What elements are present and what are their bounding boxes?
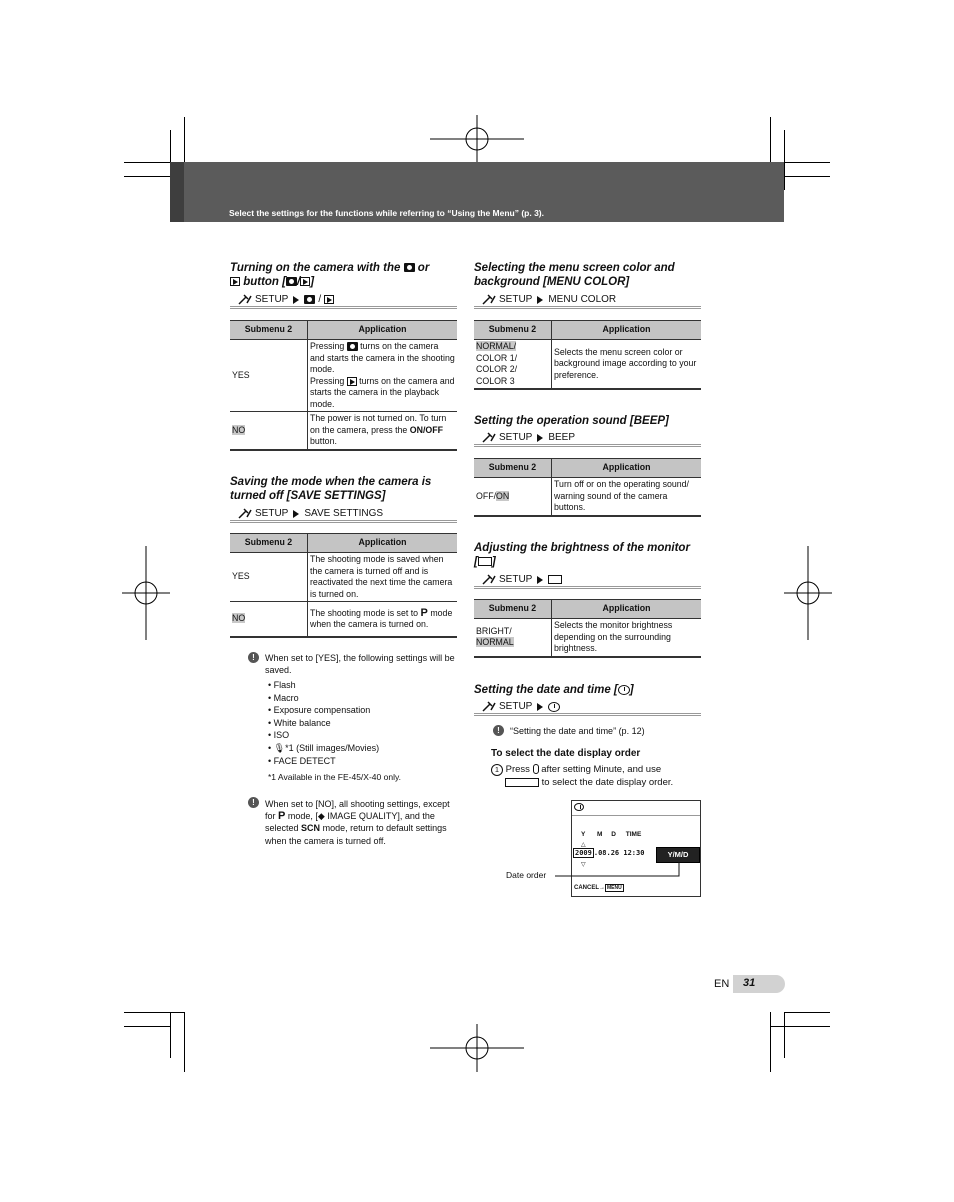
footnote: *1 Available in the FE-45/X-40 only.: [268, 772, 401, 782]
playback-icon: [300, 277, 310, 286]
col-header: Application: [552, 600, 702, 619]
text: button.: [310, 436, 337, 446]
text: Pressing: [310, 375, 345, 386]
section-title-beep: [474, 414, 669, 428]
cancel-label: CANCEL: [574, 885, 599, 891]
arrow-icon: [537, 434, 543, 442]
title-text: background [MENU COLOR]: [474, 276, 630, 288]
title-text: ]: [629, 684, 634, 696]
table-brightness: [474, 599, 701, 658]
list-item-text: *1 (Still images/Movies): [285, 742, 380, 753]
divider: [474, 306, 701, 309]
note-text: [265, 798, 460, 847]
page-number: 31: [743, 977, 756, 989]
label: TIME: [625, 831, 642, 838]
option: BRIGHT/: [476, 625, 512, 636]
playback-icon: [324, 295, 334, 304]
crop-mark: [124, 1012, 184, 1013]
up-arrow-icon: △: [581, 842, 586, 848]
p-mode-label: P: [278, 810, 286, 823]
text: IMAGE QUALITY], and the selected: [265, 811, 435, 834]
label: M: [597, 831, 603, 838]
lcd-title-bar: [572, 801, 700, 816]
list-item: • Exposure compensation: [268, 704, 379, 717]
default-value: NORMAL/: [476, 341, 517, 351]
breadcrumb-item: MENU COLOR: [548, 294, 617, 305]
arrow-icon: [293, 296, 299, 304]
table-beep: [474, 458, 701, 517]
text: The power is not turned on. To turn on the camera, press the: [310, 413, 447, 435]
default-value: NO: [232, 424, 246, 435]
setup-tool-icon: [238, 294, 252, 305]
divider: [474, 713, 701, 716]
monitor-brightness-icon: [548, 575, 562, 584]
lcd-screen: [571, 800, 701, 897]
divider: [474, 444, 701, 447]
arrow-icon: [537, 296, 543, 304]
table-save-settings: [230, 533, 457, 638]
list-item: • ISO: [268, 729, 379, 742]
arrow-icon: [293, 510, 299, 518]
text: mode, return to default settings when the camera is turned off.: [265, 823, 447, 846]
callout-label: Date order: [506, 870, 547, 880]
section-title-menu-color: [474, 261, 704, 289]
camera-icon: [404, 263, 415, 272]
table-row: [230, 553, 457, 602]
setup-tool-icon: [482, 574, 496, 585]
arrow-icon: [537, 703, 543, 711]
col-header: Application: [308, 321, 458, 340]
text: to select the date display order.: [541, 777, 674, 788]
breadcrumb-setup: SETUP: [499, 294, 533, 305]
date-order-value: Y/M/D: [667, 850, 689, 859]
text: The shooting mode is set to: [310, 607, 419, 618]
col-header: Submenu 2: [230, 321, 308, 340]
title-text: Setting the operation sound [BEEP]: [474, 415, 669, 427]
note-icon: !: [248, 797, 259, 808]
cell-options: [474, 340, 552, 390]
breadcrumb-item: SAVE SETTINGS: [304, 508, 384, 519]
table-row: [230, 412, 457, 450]
registration-mark-top: [430, 115, 524, 163]
crop-mark: [184, 1012, 185, 1072]
table-row: [474, 619, 701, 657]
setup-tool-icon: [482, 432, 496, 443]
camera-icon: [304, 295, 315, 304]
note-text: “Setting the date and time” (p. 12): [510, 726, 645, 736]
down-arrow-icon: ▽: [581, 862, 586, 868]
list-item: • White balance: [268, 717, 379, 730]
p-mode-label: P: [420, 606, 428, 619]
scn-mode-label: SCN: [301, 823, 321, 834]
subheading: To select the date display order: [491, 748, 641, 759]
list-item: • Macro: [268, 692, 379, 705]
default-value: ON: [496, 490, 510, 501]
cell-app: Turn off or on the operating sound/ warning sound of the camera buttons.: [552, 478, 702, 516]
crop-mark: [124, 1026, 170, 1027]
col-header: Application: [552, 459, 702, 478]
breadcrumb-item: BEEP: [548, 432, 576, 443]
title-text: button [: [243, 276, 286, 288]
lcd-date-row: [573, 849, 644, 857]
header-accent: [170, 162, 184, 222]
title-text: or: [417, 262, 430, 274]
setup-tool-icon: [482, 294, 496, 305]
crop-mark: [124, 162, 170, 163]
title-text: turned off [SAVE SETTINGS]: [230, 490, 386, 502]
breadcrumb: [482, 701, 560, 712]
camera-icon: [347, 342, 358, 351]
crop-mark: [784, 162, 830, 163]
breadcrumb-setup: SETUP: [255, 294, 289, 305]
table-row: [474, 340, 701, 390]
crop-mark: [770, 1026, 830, 1027]
col-header: Application: [552, 321, 702, 340]
playback-icon: [230, 277, 240, 286]
list-item: • Flash: [268, 679, 379, 692]
breadcrumb-setup: SETUP: [499, 574, 533, 585]
col-header: Submenu 2: [474, 459, 552, 478]
option: COLOR 3: [476, 375, 515, 386]
clock-icon: [618, 685, 630, 695]
breadcrumb: [482, 432, 575, 443]
option: COLOR 2/: [476, 364, 518, 374]
breadcrumb-setup: SETUP: [499, 432, 533, 443]
clock-icon: [574, 803, 584, 811]
lcd-col-labels: [581, 831, 641, 838]
setup-tool-icon: [482, 701, 496, 712]
header-text: Select the settings for the functions while referring to “Using the Menu” (p. 3).: [229, 208, 544, 218]
default-value: NO: [232, 613, 246, 624]
crop-mark: [770, 1012, 771, 1072]
divider: [230, 306, 457, 309]
label: D: [611, 831, 616, 838]
registration-mark-left: [122, 546, 170, 640]
table-menu-color: [474, 320, 701, 390]
title-text: Setting the date and time [: [474, 684, 618, 696]
col-header: Submenu 2: [230, 534, 308, 553]
cell-no: [230, 602, 308, 638]
text: mode, [: [287, 811, 318, 822]
list-item: [268, 742, 379, 755]
text: turns on the camera and starts the camera in the playback mode.: [310, 375, 455, 409]
title-text: Saving the mode when the camera is: [230, 476, 432, 488]
note-icon: !: [248, 652, 259, 663]
table-row: [230, 602, 457, 638]
cell-no: [230, 412, 308, 450]
text: When set to [NO], all shooting settings, except for: [265, 799, 450, 822]
divider: [230, 520, 457, 523]
default-value: NORMAL: [476, 637, 514, 648]
lcd-cancel: CANCEL→ MENU: [574, 885, 622, 891]
note-icon: !: [493, 725, 504, 736]
cell-options: [474, 478, 552, 516]
section-title-date-time: [474, 683, 634, 697]
step-text: [491, 763, 706, 789]
col-header: Submenu 2: [474, 321, 552, 340]
ok-button-icon: [533, 764, 539, 774]
cell-app: Selects the monitor brightness depending on the surrounding brightness.: [552, 619, 702, 657]
saved-settings-list: [268, 679, 379, 767]
cell-app: [308, 340, 458, 412]
title-text: Selecting the menu screen color and: [474, 262, 675, 274]
up-down-buttons-icon: [505, 778, 539, 787]
menu-button-label: MENU: [607, 885, 622, 891]
breadcrumb: [482, 574, 562, 585]
year-field: 2009: [575, 849, 592, 857]
title-text: [: [474, 556, 478, 568]
text: Press: [505, 764, 530, 775]
registration-mark-right: [784, 546, 832, 640]
breadcrumb: SETUP /: [238, 294, 334, 305]
title-text: Adjusting the brightness of the monitor: [474, 542, 690, 554]
crop-mark: [170, 1012, 171, 1058]
breadcrumb: [238, 508, 383, 519]
divider: [474, 586, 701, 589]
text: after setting Minute, and use: [541, 764, 662, 775]
language-label: EN: [714, 978, 730, 990]
cell-app: Selects the menu screen color or background image according to your preference.: [552, 340, 702, 390]
cell-yes: YES: [230, 340, 308, 412]
section-title-brightness: [474, 541, 709, 569]
monitor-brightness-icon: [478, 557, 492, 566]
page-number-tab: [733, 975, 785, 993]
breadcrumb: [482, 294, 616, 305]
text: turns on the camera and starts the camera in the shooting mode.: [310, 341, 455, 374]
table-power-button: [230, 320, 457, 451]
crop-mark: [784, 1012, 830, 1013]
col-header: Application: [308, 534, 458, 553]
mic-icon: 🎙: [273, 742, 286, 753]
text: mode when the camera is turned on.: [310, 607, 453, 629]
breadcrumb-setup: SETUP: [255, 508, 289, 519]
col-header: Submenu 2: [474, 600, 552, 619]
list-item: • FACE DETECT: [268, 755, 379, 768]
cell-yes: YES: [230, 553, 308, 602]
setup-tool-icon: [238, 508, 252, 519]
date-time-field: .08.26 12:30: [593, 849, 645, 857]
section-title-save-settings: [230, 475, 460, 503]
section-title-power-button: Turning on the camera with the or button [ / ]: [230, 262, 430, 288]
note-text: When set to [YES], the following settings will be saved.: [265, 653, 455, 676]
callout-line: [555, 860, 681, 880]
breadcrumb-setup: SETUP: [499, 701, 533, 712]
clock-icon: [548, 702, 560, 712]
crop-mark: [784, 130, 785, 190]
table-row: [230, 340, 457, 412]
step-number: 1: [491, 764, 503, 776]
on-off-label: ON/OFF: [409, 424, 443, 435]
title-text: ]: [310, 276, 315, 288]
table-row: [474, 478, 701, 516]
cell-app: [308, 412, 458, 450]
cell-options: [474, 619, 552, 657]
camera-icon: [286, 277, 297, 286]
registration-mark-bottom: [430, 1024, 524, 1072]
image-quality-icon: ◆: [317, 811, 325, 822]
title-text: ]: [491, 556, 496, 568]
option: COLOR 1/: [476, 352, 518, 363]
option: OFF/: [476, 490, 497, 501]
playback-icon: [347, 377, 357, 386]
crop-mark: [784, 1012, 785, 1058]
text: Pressing: [310, 341, 345, 351]
arrow-icon: [537, 576, 543, 584]
cell-app: [308, 602, 458, 638]
header-bar: [170, 162, 784, 222]
cell-app: The shooting mode is saved when the camera is turned off and is reactivated the next time the camera is turned on.: [308, 553, 458, 602]
title-text: Turning on the camera with the: [230, 262, 401, 274]
label: Y: [581, 831, 586, 838]
